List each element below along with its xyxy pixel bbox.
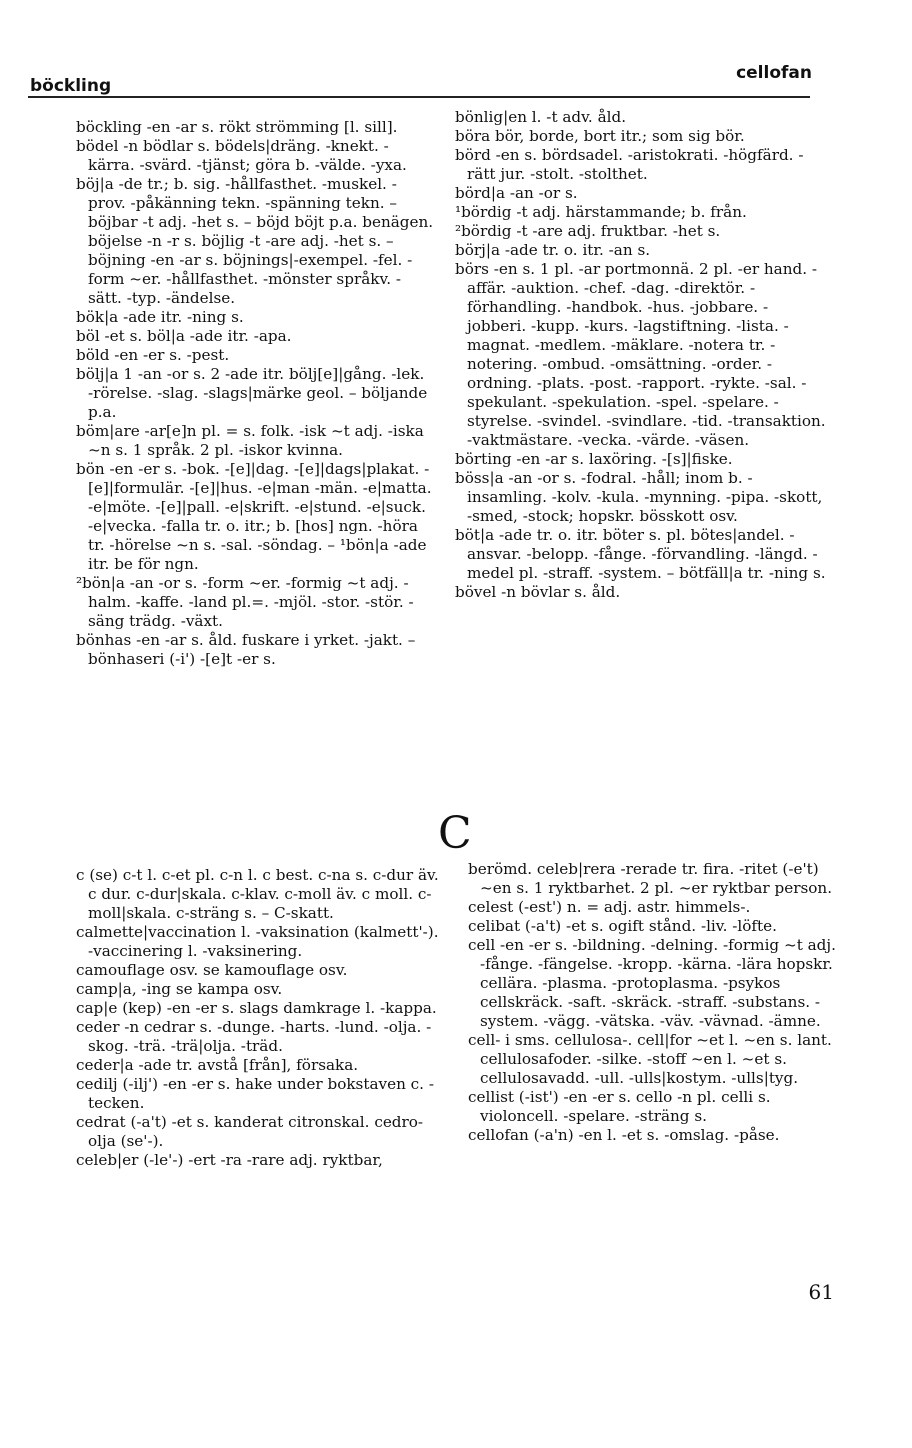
entry: bön -en -er s. -bok. -[e]|dag. -[e]|dags|plakat. -[e]|formulär. -[e]|hus. -e|man -män. -e|matta. -e|möte. -[e]|pall. -e|skrift. -e|stund. -e|suck. -e|vecka. -falla tr. o. itr.; b. [hos] ngn. -höra tr. -hörelse ~n s. -sal. -söndag. – ¹bön|a -ade itr. be för ngn. [76,460,432,573]
entry: böckling -en -ar s. rökt strömming [l. sill]. [76,118,398,136]
entry: cedilj (-ilj') -en -er s. hake under bokstaven c. -tecken. [76,1075,434,1112]
entry: c (se) c-t l. c-et pl. c-n l. c best. c-na s. c-dur äv. c dur. c-dur|skala. c-klav. c-moll äv. c moll. c-moll|skala. c-sträng s. – C-skatt. [76,866,439,922]
page-number: 61 [808,1280,834,1304]
entry: ²bördig -t -are adj. fruktbar. -het s. [455,222,721,240]
entry: börd -en s. bördsadel. -aristokrati. -högfärd. -rätt jur. -stolt. -stolthet. [455,146,804,183]
entry: calmette|vaccination l. -vaksination (kalmett'-). -vaccinering l. -vaksinering. [76,923,439,960]
column-b [455,108,827,602]
entry: bövel -n bövlar s. åld. [455,583,621,601]
entry: böld -en -er s. -pest. [76,346,230,364]
entry: celest (-est') n. = adj. astr. himmels-. [468,898,751,916]
entry: ¹bördig -t adj. härstammande; b. från. [455,203,747,221]
entry: camp|a, -ing se kampa osv. [76,980,283,998]
entry: böt|a -ade tr. o. itr. böter s. pl. bötes|andel. -ansvar. -belopp. -fånge. -förvandling. -längd. -medel pl. -straff. -system. – bötfäll|a tr. -ning s. [455,526,826,582]
entry: cell -en -er s. -bildning. -delning. -formig ~t adj. -fånge. -fängelse. -kropp. -kärna. -lära hopskr. cellära. -plasma. -protoplasma. -psykos cellskräck. -saft. -skräck. -straff. -substans. -system. -vägg. -vätska. -väv. -vävnad. -ämne. [468,936,836,1030]
entry: bönlig|en l. -t adv. åld. [455,108,627,126]
column-a [76,118,434,669]
entry: ceder -n cedrar s. -dunge. -harts. -lund. -olja. -skog. -trä. -trä|olja. -träd. [76,1018,432,1055]
entry: böj|a -de tr.; b. sig. -hållfasthet. -muskel. -prov. -påkänning tekn. -spänning tekn. – böjbar -t adj. -het s. – böjd böjt p.a. benägen. böjelse -n -r s. böjlig -t -are adj. -het s. – böjning -en -ar s. böjnings|-exempel. -fel. -form ~er. -hållfasthet. -mönster språkv. -sätt. -typ. -ändelse. [76,175,434,307]
entry: bölj|a 1 -an -or s. 2 -ade itr. bölj[e]|gång. -lek. -rörelse. -slag. -slags|märke geol. – böljande p.a. [76,365,428,421]
entry: böss|a -an -or s. -fodral. -håll; inom b. -insamling. -kolv. -kula. -mynning. -pipa. -skott, -smed, -stock; hopskr. bösskott osv. [455,469,823,525]
entry: börs -en s. 1 pl. -ar portmonnä. 2 pl. -er hand. -affär. -auktion. -chef. -dag. -direktör. -förhandling. -handbok. -hus. -jobbare. -jobberi. -kupp. -kurs. -lagstiftning. -lista. -magnat. -medlem. -mäklare. -notera tr. -notering. -ombud. -omsättning. -order. -ordning. -plats. -post. -rapport. -rykte. -sal. -spekulant. -spekulation. -spel. -spelare. -styrelse. -svindel. -svindlare. -tid. -transaktion. -vaktmästare. -vecka. -värde. -väsen. [455,260,826,449]
entry: böm|are -ar[e]n pl. = s. folk. -isk ~t adj. -iska ~n s. 1 språk. 2 pl. -iskor kvinna. [76,422,424,459]
column-c [76,866,446,1170]
entry: bönhas -en -ar s. åld. fuskare i yrket. -jakt. – bönhaseri (-i') -[e]t -er s. [76,631,416,668]
entry: celibat (-a't) -et s. ogift stånd. -liv. -löfte. [468,917,777,935]
entry: börd|a -an -or s. [455,184,578,202]
entry: börting -en -ar s. laxöring. -[s]|fiske. [455,450,733,468]
section-letter: C [438,808,472,859]
entry: cap|e (kep) -en -er s. slags damkrage l. -kappa. [76,999,437,1017]
entry: börj|a -ade tr. o. itr. -an s. [455,241,651,259]
entry: berömd. celeb|rera -rerade tr. fira. -ritet (-e't) ~en s. 1 ryktbarhet. 2 pl. ~er ryktbar person. [468,860,833,897]
column-d [468,860,836,1145]
entry: böl -et s. böl|a -ade itr. -apa. [76,327,292,345]
entry: celeb|er (-le'-) -ert -ra -rare adj. ryktbar, [76,1151,383,1169]
entry: cellist (-ist') -en -er s. cello -n pl. celli s. violoncell. -spelare. -sträng s. [468,1088,771,1125]
header-right-guide-word: cellofan [736,63,812,83]
entry: ceder|a -ade tr. avstå [från], försaka. [76,1056,359,1074]
entry: ²bön|a -an -or s. -form ~er. -formig ~t adj. -halm. -kaffe. -land pl.=. -mjöl. -stor. -stör. -säng trädg. -växt. [76,574,414,630]
header-left-guide-word: böckling [30,76,112,96]
entry: cedrat (-a't) -et s. kanderat citronskal. cedro-olja (se'-). [76,1113,424,1150]
entry: cell- i sms. cellulosa-. cell|for ~et l. ~en s. lant. cellulosafoder. -silke. -stoff ~en l. ~et s. cellulosavadd. -ull. -ulls|kostym. -ulls|tyg. [468,1031,832,1087]
entry: bödel -n bödlar s. bödels|dräng. -knekt. -kärra. -svärd. -tjänst; göra b. -välde. -yxa. [76,137,407,174]
entry: bök|a -ade itr. -ning s. [76,308,244,326]
entry: camouflage osv. se kamouflage osv. [76,961,348,979]
entry: cellofan (-a'n) -en l. -et s. -omslag. -påse. [468,1126,780,1144]
entry: böra bör, borde, bort itr.; som sig bör. [455,127,745,145]
header-rule [28,96,810,98]
